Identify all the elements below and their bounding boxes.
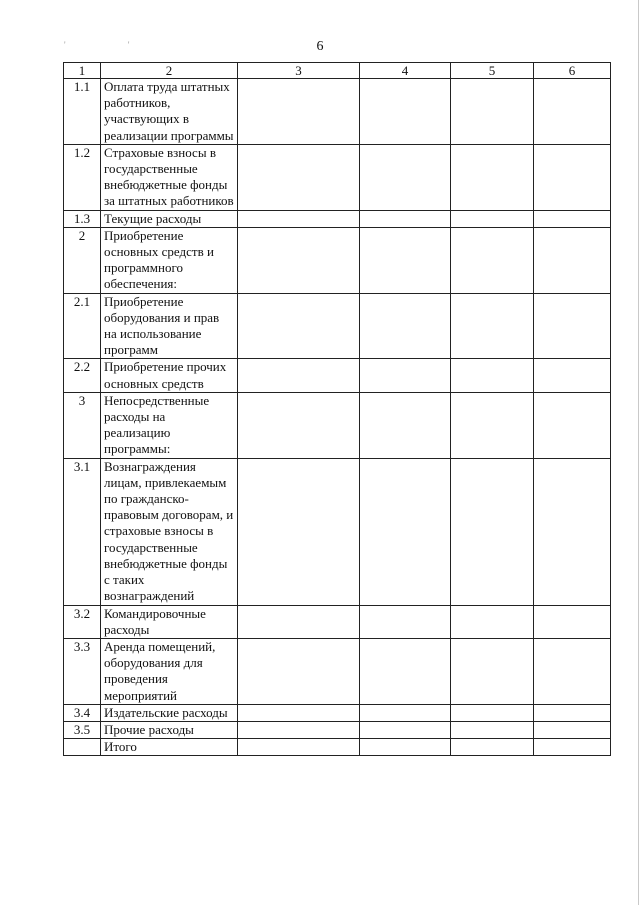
row-number: 3.1 xyxy=(64,458,101,605)
column-header: 2 xyxy=(101,63,238,79)
value-cell-col-3 xyxy=(238,458,360,605)
value-cell-col-3 xyxy=(238,293,360,359)
value-cell-col-4 xyxy=(360,638,451,704)
value-cell-col-6 xyxy=(534,638,611,704)
row-number: 3.2 xyxy=(64,605,101,638)
value-cell-col-6 xyxy=(534,227,611,293)
expense-item-name: Командировочные расходы xyxy=(101,605,238,638)
table-row xyxy=(64,392,611,458)
column-header: 6 xyxy=(534,63,611,79)
row-number: 3 xyxy=(64,392,101,458)
value-cell-col-4 xyxy=(360,458,451,605)
table-row xyxy=(64,144,611,210)
table-row xyxy=(64,721,611,738)
scan-edge-line xyxy=(638,0,639,905)
value-cell-col-5 xyxy=(451,605,534,638)
value-cell-col-4 xyxy=(360,605,451,638)
value-cell-col-3 xyxy=(238,704,360,721)
value-cell-col-5 xyxy=(451,739,534,756)
row-number: 1.3 xyxy=(64,210,101,227)
row-number: 1.1 xyxy=(64,79,101,145)
scan-marks: ' ' xyxy=(64,40,160,50)
row-number: 3.4 xyxy=(64,704,101,721)
value-cell-col-4 xyxy=(360,293,451,359)
table-row xyxy=(64,739,611,756)
table-body xyxy=(64,79,611,756)
value-cell-col-6 xyxy=(534,144,611,210)
value-cell-col-6 xyxy=(534,293,611,359)
value-cell-col-4 xyxy=(360,721,451,738)
value-cell-col-4 xyxy=(360,79,451,145)
table-row xyxy=(64,210,611,227)
value-cell-col-5 xyxy=(451,458,534,605)
expense-item-name: Приобретение основных средств и программного обеспечения: xyxy=(101,227,238,293)
value-cell-col-3 xyxy=(238,79,360,145)
value-cell-col-4 xyxy=(360,144,451,210)
table-row xyxy=(64,605,611,638)
budget-table xyxy=(63,62,611,756)
row-number: 1.2 xyxy=(64,144,101,210)
value-cell-col-5 xyxy=(451,210,534,227)
table-row xyxy=(64,704,611,721)
row-number: 3.3 xyxy=(64,638,101,704)
value-cell-col-5 xyxy=(451,227,534,293)
expense-item-name: Вознаграждения лицам, привлекаемым по гражданско-правовым договорам, и страховые взносы в государственные внебюджетные фонды с таких вознаграждений xyxy=(101,458,238,605)
expense-item-name: Непосредственные расходы на реализацию программы: xyxy=(101,392,238,458)
value-cell-col-5 xyxy=(451,79,534,145)
value-cell-col-3 xyxy=(238,605,360,638)
expense-item-name: Прочие расходы xyxy=(101,721,238,738)
column-header: 1 xyxy=(64,63,101,79)
value-cell-col-6 xyxy=(534,739,611,756)
row-number: 2.2 xyxy=(64,359,101,392)
table-row xyxy=(64,227,611,293)
value-cell-col-5 xyxy=(451,704,534,721)
value-cell-col-5 xyxy=(451,721,534,738)
value-cell-col-5 xyxy=(451,144,534,210)
row-number: 2 xyxy=(64,227,101,293)
value-cell-col-3 xyxy=(238,359,360,392)
expense-item-name: Оплата труда штатных работников, участвующих в реализации программы xyxy=(101,79,238,145)
value-cell-col-3 xyxy=(238,227,360,293)
expense-item-name: Аренда помещений, оборудования для проведения мероприятий xyxy=(101,638,238,704)
column-header: 3 xyxy=(238,63,360,79)
value-cell-col-4 xyxy=(360,210,451,227)
row-number xyxy=(64,739,101,756)
value-cell-col-5 xyxy=(451,293,534,359)
value-cell-col-5 xyxy=(451,638,534,704)
value-cell-col-4 xyxy=(360,739,451,756)
value-cell-col-4 xyxy=(360,704,451,721)
value-cell-col-6 xyxy=(534,605,611,638)
value-cell-col-3 xyxy=(238,739,360,756)
table-row xyxy=(64,359,611,392)
value-cell-col-6 xyxy=(534,458,611,605)
table-row xyxy=(64,79,611,145)
row-number: 3.5 xyxy=(64,721,101,738)
value-cell-col-6 xyxy=(534,359,611,392)
value-cell-col-5 xyxy=(451,359,534,392)
value-cell-col-3 xyxy=(238,392,360,458)
column-header: 5 xyxy=(451,63,534,79)
table-row xyxy=(64,458,611,605)
value-cell-col-6 xyxy=(534,392,611,458)
value-cell-col-6 xyxy=(534,721,611,738)
expense-item-name: Текущие расходы xyxy=(101,210,238,227)
value-cell-col-6 xyxy=(534,704,611,721)
expense-item-name: Итого xyxy=(101,739,238,756)
value-cell-col-3 xyxy=(238,721,360,738)
table-header-row xyxy=(64,63,611,79)
expense-item-name: Страховые взносы в государственные внебюджетные фонды за штатных работников xyxy=(101,144,238,210)
value-cell-col-3 xyxy=(238,210,360,227)
value-cell-col-4 xyxy=(360,392,451,458)
value-cell-col-4 xyxy=(360,359,451,392)
value-cell-col-3 xyxy=(238,638,360,704)
table-row xyxy=(64,638,611,704)
expense-item-name: Издательские расходы xyxy=(101,704,238,721)
row-number: 2.1 xyxy=(64,293,101,359)
expense-item-name: Приобретение оборудования и прав на использование программ xyxy=(101,293,238,359)
expense-item-name: Приобретение прочих основных средств xyxy=(101,359,238,392)
value-cell-col-5 xyxy=(451,392,534,458)
value-cell-col-6 xyxy=(534,79,611,145)
page-number: 6 xyxy=(316,39,324,54)
column-header: 4 xyxy=(360,63,451,79)
table-row xyxy=(64,293,611,359)
value-cell-col-3 xyxy=(238,144,360,210)
value-cell-col-4 xyxy=(360,227,451,293)
value-cell-col-6 xyxy=(534,210,611,227)
